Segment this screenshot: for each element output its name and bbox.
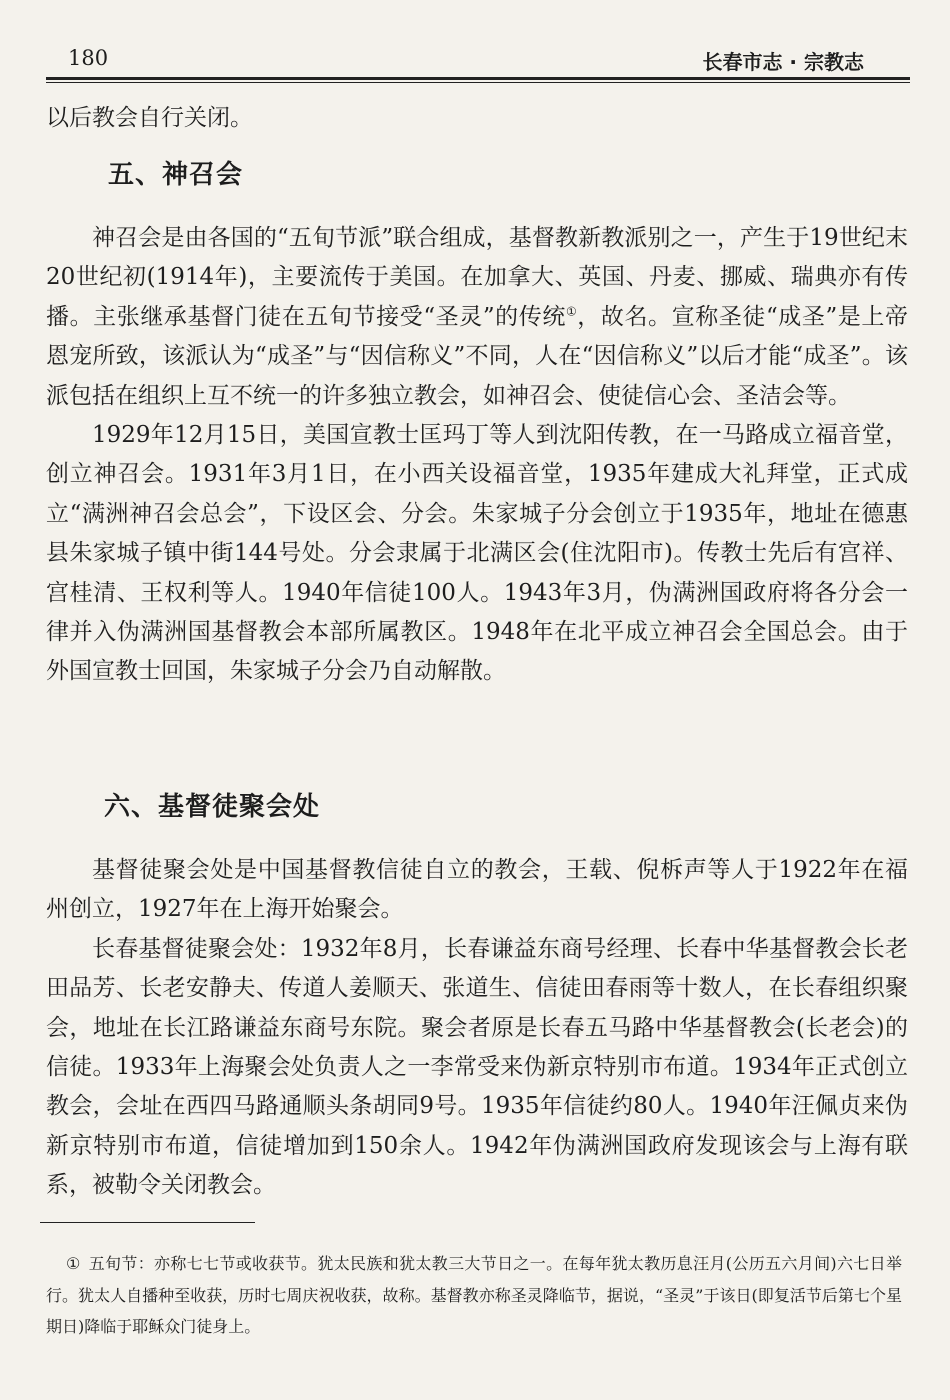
footnote-text: 五旬节：亦称七七节或收获节。犹太民族和犹太教三大节日之一。在每年犹太教历息汪月(公历五六月间)六七日举行。犹太人自播种至收获，历时七周庆祝收获，故称。基督教亦称圣灵降临节，据说，“圣灵”于该日(即复活节后第七个星期日)降临于耶稣众门徒身上。 [46,1254,902,1336]
page-number: 180 [68,46,109,70]
section-6-heading: 六、基督徒聚会处 [104,792,321,822]
section-5-p1-text-b: ，故名。宣称圣徒“成圣”是上帝恩宠所致，该派认为“成圣”与“因信称义”不同，人在“因信称义”以后才能“成圣”。该派包括在组织上互不统一的许多独立教会，如神召会、使徒信心会、圣洁会等。 [46,303,908,409]
section-6-body [46,851,908,1206]
section-5-body [46,219,908,692]
intro-block [46,99,908,138]
section-6-paragraph-1: 基督徒聚会处是中国基督教信徒自立的教会，王载、倪柝声等人于1922年在福州创立，1927年在上海开始聚会。 [46,857,908,923]
running-title: 长春市志 · 宗教志 [702,50,864,74]
header-rule-thin [46,82,910,83]
section-6-paragraph-2: 长春基督徒聚会处：1932年8月，长春谦益东商号经理、长春中华基督教会长老田品芳、长老安静夫、传道人姜顺天、张道生、信徒田春雨等十数人，在长春组织聚会，地址在长江路谦益东商号东院。聚会者原是长春五马路中华基督教会(长老会)的信徒。1933年上海聚会处负责人之一李常受来伪新京特别市布道。1934年正式创立教会，会址在西四马路通顺头条胡同9号。1935年信徒约80人。1940年汪佩贞来伪新京特别市布道，信徒增加到150余人。1942年伪满洲国政府发现该会与上海有联系，被勒令关闭教会。 [46,935,908,1199]
section-5-heading: 五、神召会 [108,160,244,190]
footnote-reference[interactable]: ① [565,304,578,319]
intro-paragraph: 以后教会自行关闭。 [46,105,253,131]
footnote-mark: ① [66,1254,81,1273]
section-5-p1-text-a: 神召会是由各国的“五旬节派”联合组成，基督教新教派别之一，产生于19世纪末20世纪初(1914年)，主要流传于美国。在加拿大、英国、丹麦、挪威、瑞典亦有传播。主张继承基督门徒在五旬节接受“圣灵”的传统 [46,225,908,330]
section-5-paragraph-1 [46,219,908,416]
footnote-rule [40,1222,255,1223]
footnote [46,1248,902,1343]
header-rule [46,77,910,80]
section-5-paragraph-2: 1929年12月15日，美国宣教士匡玛丁等人到沈阳传教，在一马路成立福音堂，创立神召会。1931年3月1日，在小西关设福音堂，1935年建成大礼拜堂，正式成立“满洲神召会总会”，下设区会、分会。朱家城子分会创立于1935年，地址在德惠县朱家城子镇中街144号处。分会隶属于北满区会(住沈阳市)。传教士先后有宫祥、宫桂清、王权利等人。1940年信徒100人。1943年3月，伪满洲国政府将各分会一律并入伪满洲国基督教会本部所属教区。1948年在北平成立神召会全国总会。由于外国宣教士回国，朱家城子分会乃自动解散。 [46,422,908,685]
